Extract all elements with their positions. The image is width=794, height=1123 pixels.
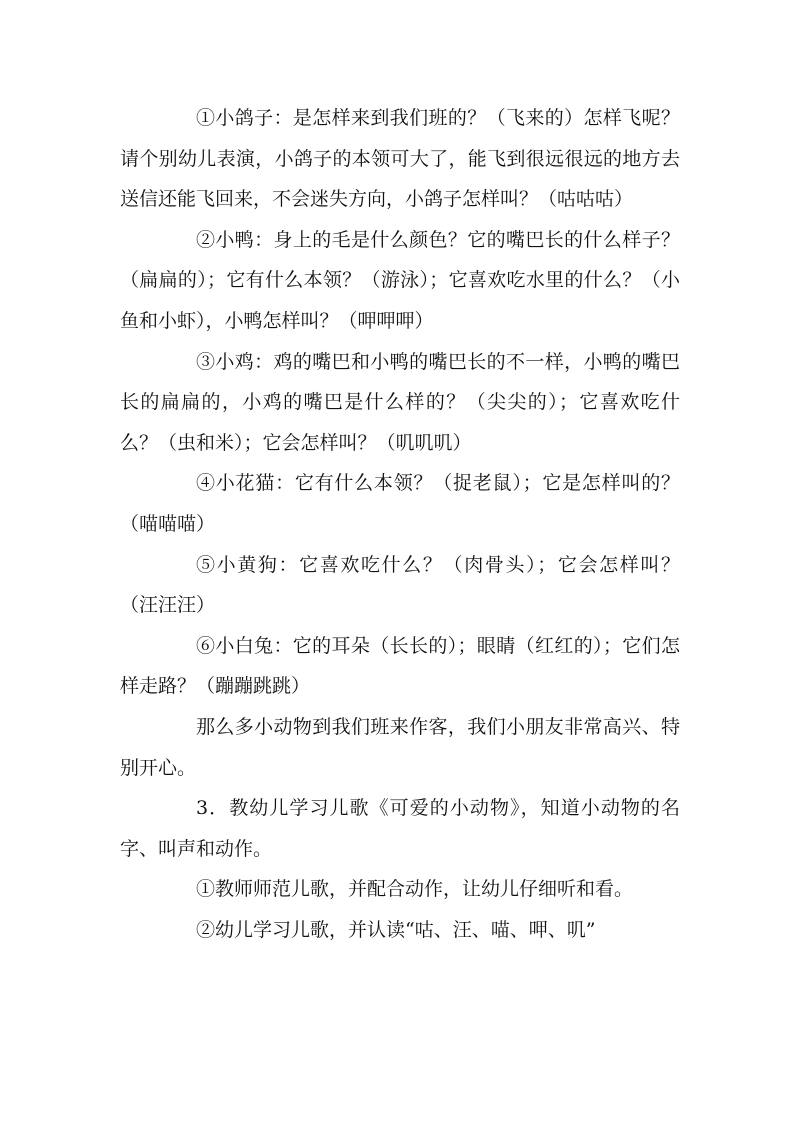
- paragraph-summary: 那么多小动物到我们班来作客，我们小朋友非常高兴、特别开心。: [120, 715, 680, 779]
- document-body: [120, 98, 680, 950]
- paragraph-pigeon: ①小鸽子：是怎样来到我们班的？（飞来的）怎样飞呢？请个别幼儿表演，小鸽子的本领可大了，能飞到很远很远的地方去送信还能飞回来，不会迷失方向，小鸽子怎样叫？（咕咕咕）: [120, 107, 680, 211]
- paragraph-cat: ④小花猫：它有什么本领？（捉老鼠）；它是怎样叫的？（喵喵喵）: [120, 472, 680, 535]
- paragraph-duck: ②小鸭：身上的毛是什么颜色？它的嘴巴长的什么样子？（扁扁的）；它有什么本领？（游泳）；它喜欢吃水里的什么？（小鱼和小虾），小鸭怎样叫？（呷呷呷）: [120, 228, 680, 332]
- paragraph-teacher-demo: ①教师师范儿歌，并配合动作，让幼儿仔细听和看。: [196, 878, 634, 901]
- paragraph-dog: ⑤小黄狗：它喜欢吃什么？（肉骨头）；它会怎样叫？（汪汪汪）: [120, 553, 680, 617]
- paragraph-step-3: 3．教幼儿学习儿歌《可爱的小动物》，知道小动物的名字、叫声和动作。: [120, 797, 680, 860]
- paragraph-children-learn: ②幼儿学习儿歌，并认读“咕、汪、喵、呷、叽”: [196, 918, 596, 941]
- paragraph-rabbit: ⑥小白兔：它的耳朵（长长的）；眼睛（红红的）；它们怎样走路？（蹦蹦跳跳）: [120, 634, 680, 698]
- paragraph-chick: ③小鸡：鸡的嘴巴和小鸭的嘴巴长的不一样，小鸭的嘴巴长的扁扁的，小鸡的嘴巴是什么样的？（尖尖的）；它喜欢吃什么？（虫和米）；它会怎样叫？（叽叽叽）: [120, 350, 680, 454]
